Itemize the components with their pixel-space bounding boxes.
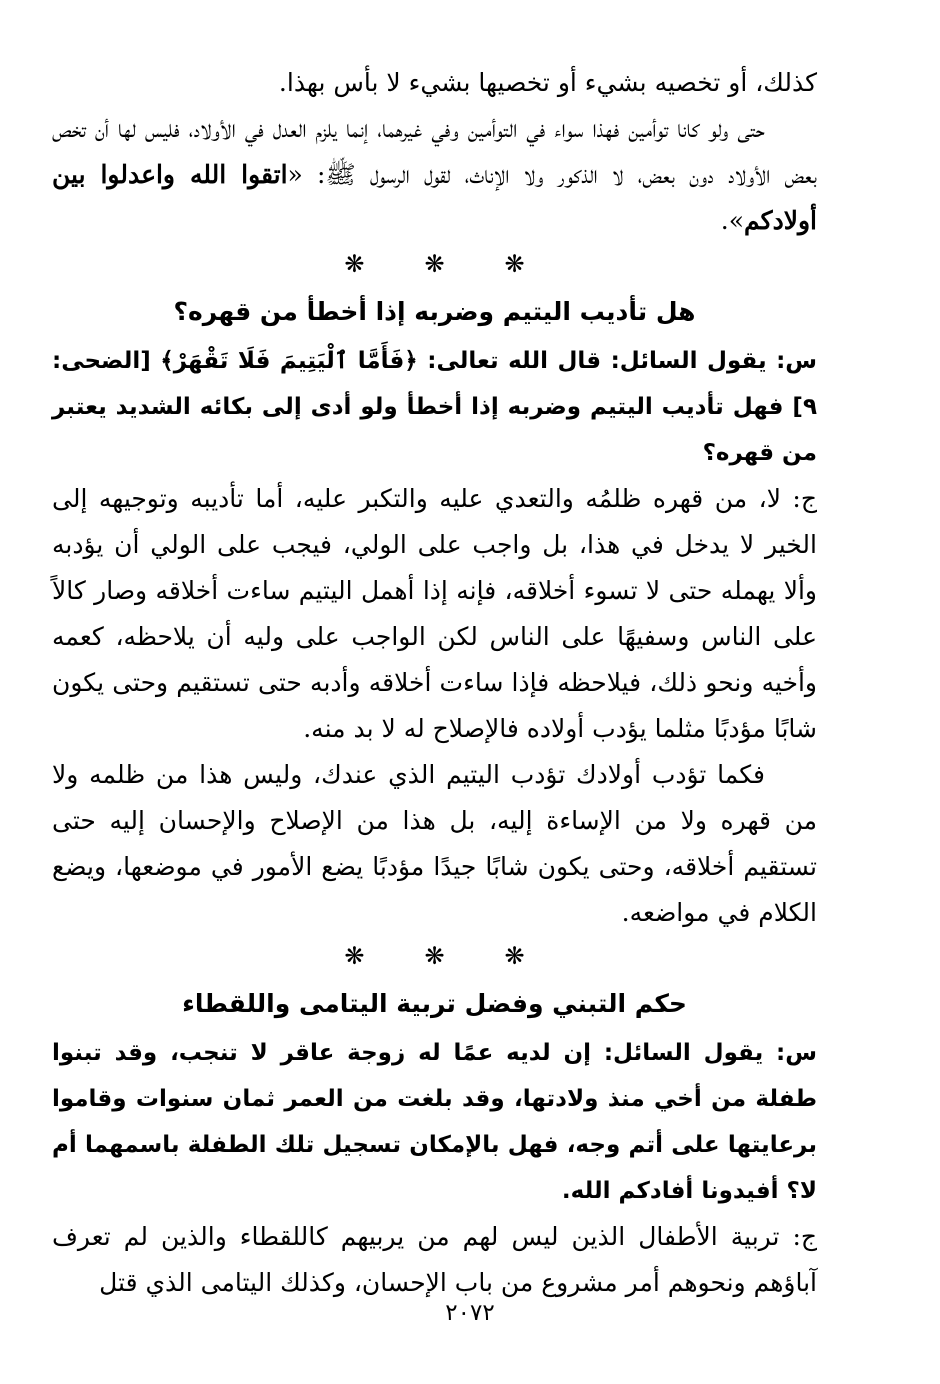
answer-paragraph: [52, 752, 817, 936]
section-heading: حكم التبني وفضل تربية اليتامى واللقطاء: [182, 989, 687, 1018]
hadith-quote: اتقوا الله واعدلوا بين أولادكم: [52, 160, 817, 235]
paragraph: [52, 106, 817, 244]
page-content: [52, 60, 817, 1306]
star-icon: ❋: [344, 250, 365, 278]
verse-reference: [الضحى: ٩]: [52, 348, 817, 420]
question-body: س: يقول السائل: إن لديه عمًا له زوجة عاقر لا تنجب، وقد تبنوا طفلة من أخي منذ ولادتها، وقد بلغت من العمر ثمان سنوات وقاموا برعايتها على أتم وجه، فهل بالإمكان تسجيل تلك الطفلة باسمهما أم لا؟ أفيدونا أفادكم الله.: [52, 1040, 817, 1204]
paragraph-text: كذلك، أو تخصيه بشيء أو تخصيها بشيء لا بأس بهذا.: [278, 68, 817, 97]
section-separator: [52, 244, 817, 284]
question-text: [52, 1030, 817, 1214]
star-icon: ❋: [344, 942, 365, 970]
paragraph-text: حتى ولو كانا توأمين فهذا سواء في التوأمين وفي غيرهما، إنما يلزم العدل في الأولاد، فليس لها أن تخص بعض الأولاد دون بعض، لا الذكور ولا الإناث، لقول الرسول ﷺ: «: [52, 114, 817, 189]
star-icon: ❋: [424, 942, 445, 970]
paragraph: [52, 60, 817, 106]
section-heading: هل تأديب اليتيم وضربه إذا أخطأ من قهره؟: [173, 297, 696, 326]
answer-text: ج: لا، من قهره ظلمُه والتعدي عليه والتكبر عليه، أما تأديبه وتوجيهه إلى الخير لا يدخل في هذا، بل واجب على الولي، فيجب على الولي أن يؤدبه وألا يهمله حتى لا تسوء أخلاقه، فإنه إذا أهمل اليتيم ساءت أخلاقه وصار كالاً على الناس وسفيهًا على الناس لكن الواجب على وليه أن يلاحظه، كعمه وأخيه ونحو ذلك، فيلاحظه فإذا ساءت أخلاقه وأدبه حتى تستقيم وحتى يكون شابًا مؤدبًا مثلما يؤدب أولاده فالإصلاح له لا بد منه.: [52, 484, 817, 743]
answer-paragraph: [52, 1214, 817, 1306]
star-icon: ❋: [504, 250, 525, 278]
quran-verse: ﴿فَأَمَّا ٱلْيَتِيمَ فَلَا تَقْهَرْ﴾: [160, 348, 418, 374]
question-text: [52, 338, 817, 476]
answer-text: فكما تؤدب أولادك تؤدب اليتيم الذي عندك، وليس هذا من ظلمه ولا من قهره ولا من الإساءة إليه، بل هذا من الإصلاح والإحسان إليه حتى تستقيم أخلاقه، وحتى يكون شابًا جيدًا مؤدبًا يضع الأمور في موضعها، ويضع الكلام في مواضعه.: [52, 760, 817, 927]
answer-text: ج: تربية الأطفال الذين ليس لهم من يربيهم كاللقطاء والذين لم تعرف آباؤهم ونحوهم أمر مشروع من باب الإحسان، وكذلك اليتامى الذي قتل: [52, 1222, 817, 1297]
star-icon: ❋: [504, 942, 525, 970]
star-icon: ❋: [424, 250, 445, 278]
section-separator: [52, 936, 817, 976]
page-number: ٢٠٧٢: [445, 1300, 495, 1326]
answer-paragraph: [52, 476, 817, 752]
question-rest: فهل تأديب اليتيم وضربه إذا أخطأ ولو أدى إلى بكائه الشديد يعتبر من قهره؟: [52, 394, 817, 466]
paragraph-text: ».: [720, 206, 745, 235]
question-prefix: س: يقول السائل: قال الله تعالى:: [417, 348, 817, 374]
